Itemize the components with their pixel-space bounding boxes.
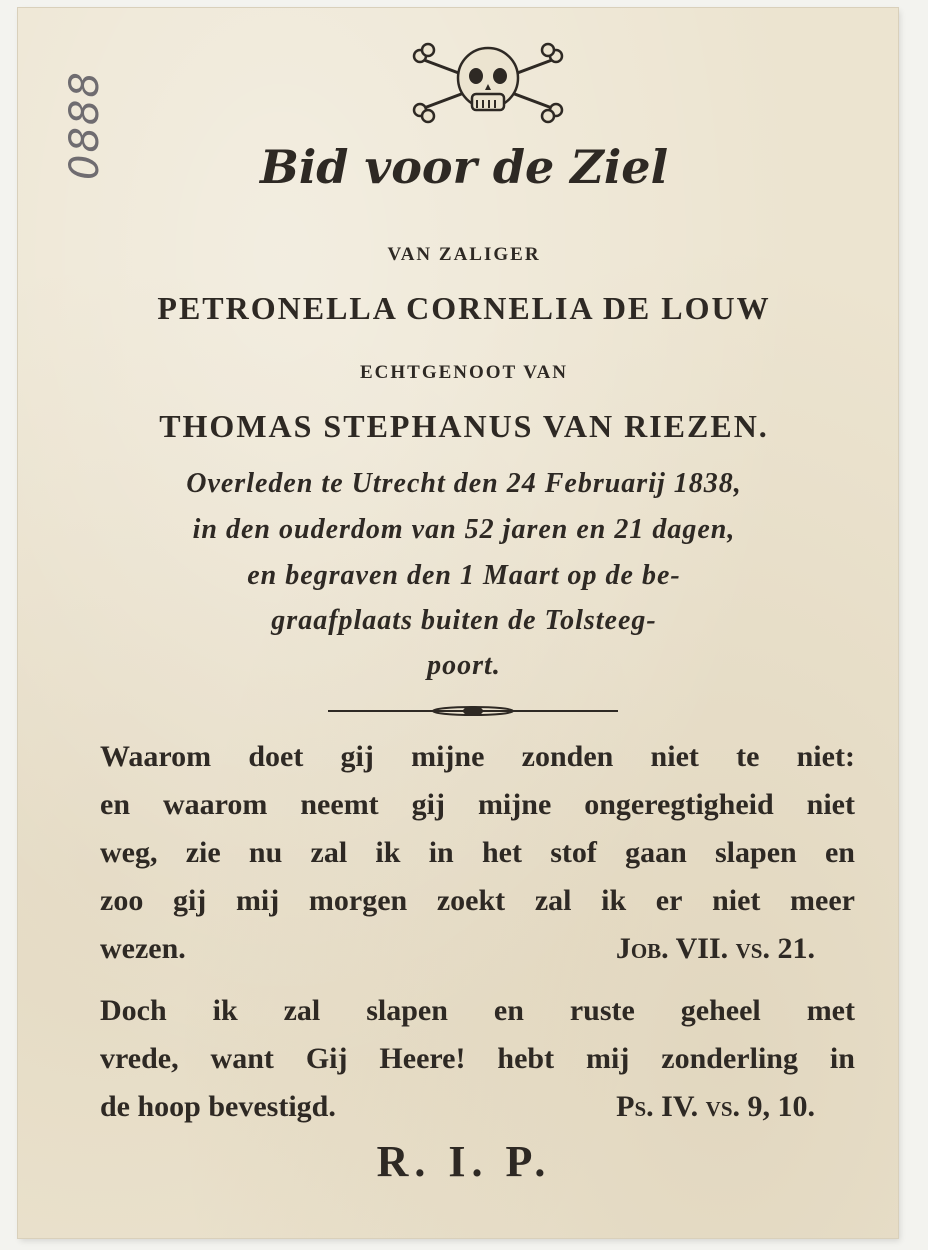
verse-word: waarom bbox=[162, 788, 268, 821]
verse-psalm-last bbox=[100, 1083, 855, 1131]
verse-word: en bbox=[493, 994, 524, 1027]
verse-word: mij bbox=[235, 884, 280, 917]
verse-word: mijne bbox=[411, 740, 485, 773]
heading-text: Bid voor de Ziel bbox=[259, 140, 669, 194]
verse-word: niet bbox=[712, 884, 761, 917]
verse-word: zal bbox=[283, 994, 321, 1027]
verse-word: morgen bbox=[308, 884, 408, 917]
death-line-1: Overleden te Utrecht den 24 Februarij 1838, bbox=[186, 468, 742, 499]
verse-word: ruste bbox=[569, 994, 635, 1027]
verse-word: Waarom bbox=[100, 740, 212, 773]
verse-job-line bbox=[100, 829, 855, 877]
verse-word: het bbox=[481, 836, 522, 869]
verse-word: zonderling bbox=[661, 1042, 798, 1075]
verse-word: gij bbox=[172, 884, 207, 917]
verse-job-line bbox=[100, 877, 855, 925]
verse-word: hebt bbox=[497, 1042, 555, 1075]
verse-word: niet: bbox=[796, 740, 855, 773]
verse-word: er bbox=[655, 884, 683, 917]
verse-word: weg, bbox=[100, 836, 158, 869]
verse-word: en bbox=[100, 788, 130, 821]
verse-word: te bbox=[736, 740, 760, 773]
verse-word: neemt bbox=[300, 788, 379, 821]
verse-word: stof bbox=[550, 836, 597, 869]
echtgenoot-line: ECHTGENOOT VAN bbox=[359, 362, 569, 383]
verse-word: slapen bbox=[715, 836, 797, 869]
verse-word: met bbox=[806, 994, 855, 1027]
verse-word: ik bbox=[212, 994, 238, 1027]
verse-word: ik bbox=[601, 884, 627, 917]
verse-word: vrede, bbox=[100, 1042, 179, 1075]
verse-job-line bbox=[100, 733, 855, 781]
verse-word: zoekt bbox=[436, 884, 506, 917]
verse-word: want bbox=[210, 1042, 274, 1075]
inventory-number: 0888 bbox=[62, 70, 108, 180]
verse-word: gij bbox=[340, 740, 374, 773]
verse-psalm-last-text: de hoop bevestigd. bbox=[100, 1090, 336, 1123]
verse-psalm-line bbox=[100, 1035, 855, 1083]
spouse-name: THOMAS STEPHANUS VAN RIEZEN. bbox=[159, 408, 769, 444]
verse-word: doet bbox=[248, 740, 304, 773]
heading bbox=[0, 140, 928, 194]
verse-word: meer bbox=[790, 884, 855, 917]
verse-word: in bbox=[829, 1042, 855, 1075]
verse-word: mij bbox=[586, 1042, 630, 1075]
verse-psalm-reference: Ps. IV. vs. 9, 10. bbox=[616, 1090, 815, 1123]
verse-word: Heere! bbox=[379, 1042, 466, 1075]
verse-word: niet bbox=[806, 788, 855, 821]
verse-job-last-text: wezen. bbox=[100, 932, 186, 965]
verse-word: niet bbox=[650, 740, 699, 773]
verse-word: zal bbox=[310, 836, 348, 869]
death-line-4: graafplaats buiten de Tolsteeg- bbox=[271, 605, 657, 636]
verse-word: gij bbox=[411, 788, 445, 821]
verse-word: zal bbox=[534, 884, 572, 917]
verse-word: zie bbox=[185, 836, 221, 869]
verse-psalm-line bbox=[100, 987, 855, 1035]
death-line-3: en begraven den 1 Maart op de be- bbox=[247, 560, 681, 591]
verse-word: Gij bbox=[305, 1042, 348, 1075]
verse-psalm bbox=[100, 987, 855, 1131]
ornamental-divider bbox=[328, 703, 618, 719]
verse-word: ongeregtigheid bbox=[584, 788, 774, 821]
deceased-name: PETRONELLA CORNELIA DE LOUW bbox=[157, 290, 771, 326]
verse-word: geheel bbox=[680, 994, 761, 1027]
verse-word: gaan bbox=[625, 836, 687, 869]
verse-word: ik bbox=[375, 836, 401, 869]
verse-word: in bbox=[428, 836, 454, 869]
verse-word: zoo bbox=[100, 884, 144, 917]
closing-rip: R. I. P. bbox=[376, 1137, 552, 1186]
verse-job-last bbox=[100, 925, 855, 973]
verse-word: mijne bbox=[477, 788, 552, 821]
verse-word: en bbox=[824, 836, 855, 869]
death-line-2: in den ouderdom van 52 jaren en 21 dagen, bbox=[192, 514, 736, 545]
van-zaliger-line: VAN ZALIGER bbox=[387, 244, 541, 265]
verse-job bbox=[100, 733, 855, 973]
verse-job-reference: Job. VII. vs. 21. bbox=[615, 932, 815, 965]
death-line-5: poort. bbox=[427, 650, 501, 681]
verse-word: nu bbox=[248, 836, 283, 869]
verse-job-line bbox=[100, 781, 855, 829]
verse-word: zonden bbox=[521, 740, 614, 773]
verse-word: slapen bbox=[366, 994, 448, 1027]
verse-word: Doch bbox=[100, 994, 167, 1027]
skull-and-crossbones-icon bbox=[410, 38, 566, 124]
